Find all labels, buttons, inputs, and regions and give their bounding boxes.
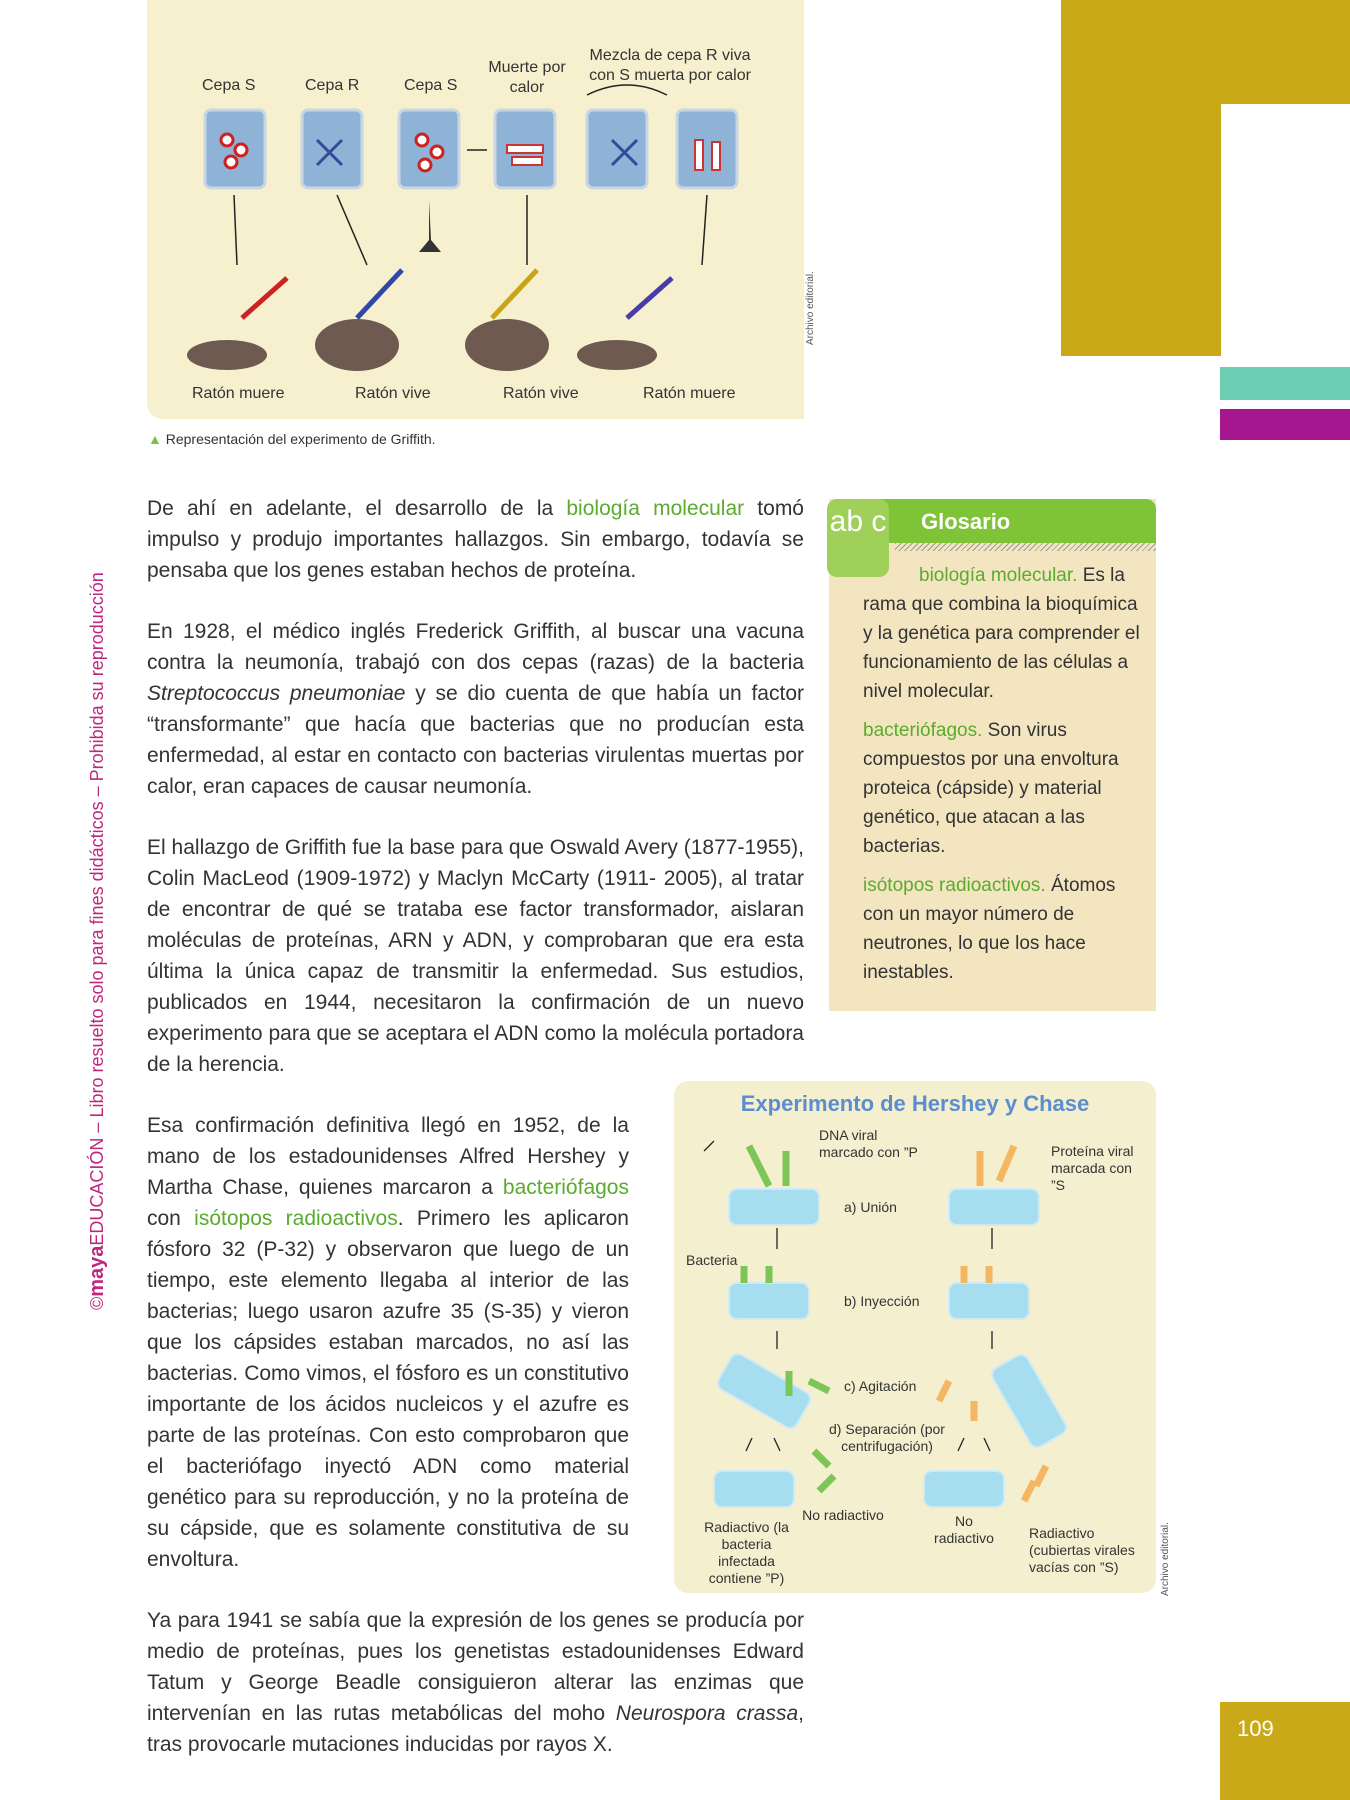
griffith-illustration <box>147 0 804 419</box>
image-credit-2: Archivo editorial. <box>1160 1522 1171 1596</box>
step-a: a) Unión <box>844 1199 897 1215</box>
step-b: b) Inyección <box>844 1293 920 1309</box>
label-cepa-s: Cepa S <box>202 77 256 94</box>
paragraph-4: Esa confirmación definitiva llegó en 1952, de la mano de los estadounidenses Alfred Hershey y Martha Chase, quienes marcaron a bacteriófagos con isótopos radioactivos. Primero les aplicaron fósforo 32 (P-32) y observaron que luego de un tiempo, este elemento llegaba al interior de las bacterias; luego usaron azufre 35 (S-35) y vieron que los cápsides estaban marcados, no así las bacterias. Como vimos, el fósforo es un constitutivo importante de los ácidos nucleicos y el azufre es parte de las proteínas. Con esto comprobaron que el bacteriófago inyectó ADN como material genético para su reproducción, y no la proteína de su cápside, que es solamente constitutiva de su envoltura. <box>147 1114 629 1571</box>
glossary-title: Glosario <box>921 509 1011 534</box>
caption-text: Representación del experimento de Griffith. <box>165 431 436 447</box>
corner-band-side <box>1061 0 1221 356</box>
sidebar-text: EDUCACIÓN – Libro resuelto solo para fines didácticos – Prohibida su reproducción <box>87 572 107 1246</box>
paragraph-2: En 1928, el médico inglés Frederick Griffith, al buscar una vacuna contra la neumonía, trabajó con dos cepas (razas) de la bacteria Streptococcus pneumoniae y se dio cuenta de que había un factor “transformante” que hacía que bacterias que no producían esta enfermedad, al estar en contacto con bacterias virulentas muertas por calor, eran capaces de causar neumonía. <box>147 620 804 798</box>
step-c: c) Agitación <box>844 1378 917 1394</box>
term-link: biología molecular <box>566 497 745 520</box>
griffith-figure <box>147 0 804 419</box>
step-d: d) Separación (por centrifugación) <box>829 1421 945 1454</box>
term-link: bacteriófagos <box>502 1176 629 1199</box>
glossary-entry: bacteriófagos. Son virus compuestos por una envoltura proteica (cápside) y material genético, que atacan a las bacterias. <box>863 720 1119 857</box>
outcome-2: Ratón vive <box>355 385 431 402</box>
glossary-entry: biología molecular. Es la rama que combina la bioquímica y la genética para comprender el funcionamiento de las células a nivel molecular. <box>863 565 1140 702</box>
brand-logo: maya <box>86 1245 108 1297</box>
teal-tab <box>1220 367 1350 400</box>
result-3: No radiactivo <box>934 1513 994 1546</box>
magenta-tab <box>1220 409 1350 440</box>
beaker <box>677 110 737 188</box>
glossary-icon: ab c <box>827 499 889 577</box>
hershey-chase-diagram <box>674 1081 1156 1593</box>
protein-label: Proteína viral marcada con ”S <box>1051 1143 1134 1193</box>
bacteria-label: Bacteria <box>686 1252 738 1268</box>
term-link: isótopos radioactivos <box>194 1207 398 1230</box>
result-1: Radiactivo (la bacteria infectada contiene ”P) <box>704 1519 789 1586</box>
page-number <box>1220 1702 1350 1800</box>
paragraph-5-text: Ya para 1941 se sabía que la expresión de los genes se producía por medio de proteínas, pues los genetistas estadounidenses Edward Tatum y George Beadle consiguieron alterar las enzimas que intervenían en las rutas metabólicas del moho Neurospora crassa, tras provocarle mutaciones inducidas por rayos X. <box>147 1609 804 1756</box>
beaker <box>399 110 459 188</box>
beaker <box>587 110 647 188</box>
copyright-sidebar <box>86 572 109 1310</box>
outcome-1: Ratón muere <box>192 385 285 402</box>
glossary-entry: isótopos radioactivos. Átomos con un mayor número de neutrones, lo que los hace inestables. <box>863 875 1116 983</box>
result-4: Radiactivo (cubiertas virales vacías con ”S) <box>1029 1525 1135 1575</box>
page-number-text: 109 <box>1237 1716 1274 1741</box>
paragraph-1: De ahí en adelante, el desarrollo de la biología molecular tomó impulso y produjo importantes hallazgos. Sin embargo, todavía se pensaba que los genes estaban hechos de proteína. <box>147 497 804 582</box>
dna-label: DNA viral marcado con ”P <box>819 1127 918 1160</box>
figure-caption <box>148 431 436 447</box>
label-mezcla: Mezcla de cepa R viva con S muerta por calor <box>589 47 751 84</box>
label-cepa-s-2: Cepa S <box>404 77 458 94</box>
copyright-symbol: © <box>87 1296 107 1310</box>
triangle-icon: ▲ <box>148 431 162 447</box>
paragraph-3: El hallazgo de Griffith fue la base para que Oswald Avery (1877-1955), Colin MacLeod (1909-1972) y Maclyn McCarty (1911- 2005), al tratar de encontrar de qué se trataba ese factor transformador, aislaran moléculas de proteínas, ARN y ADN, y comprobaran que era esta última la única capaz de transmitir la enfermedad. Sus estudios, publicados en 1944, necesitaron la confirmación de un nuevo experimento para que se aceptara el ADN como la molécula portadora de la herencia. <box>147 836 804 1076</box>
outcome-3: Ratón vive <box>503 385 579 402</box>
diagram-title: Experimento de Hershey y Chase <box>740 1091 1090 1116</box>
label-muerte-calor: Muerte por calor <box>488 59 566 96</box>
result-2: No radiactivo <box>802 1507 884 1523</box>
image-credit: Archivo editorial. <box>805 271 816 345</box>
glossary-box <box>829 499 1156 1011</box>
label-cepa-r: Cepa R <box>305 77 360 94</box>
outcome-4: Ratón muere <box>643 385 736 402</box>
